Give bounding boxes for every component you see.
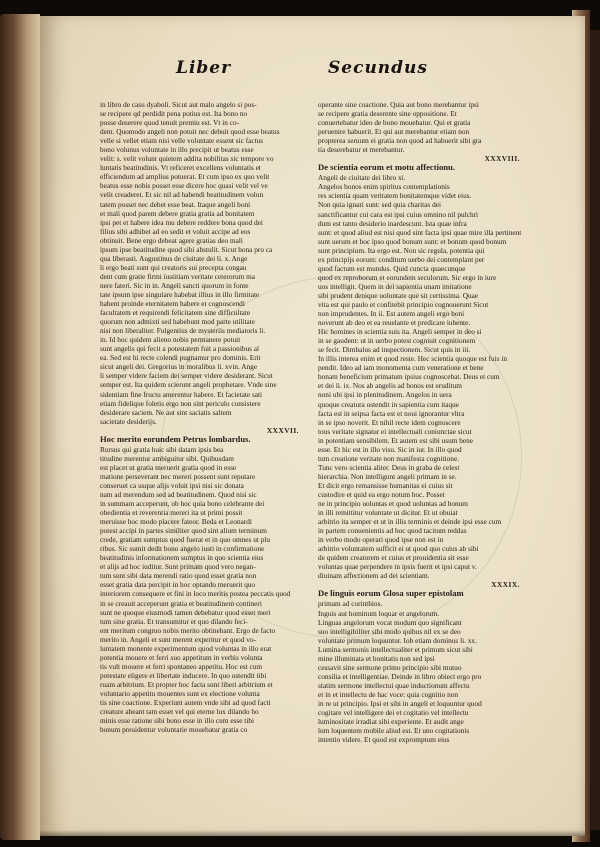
- text-line: velit creaderet. Et sic nil ad habendi beatitudinem volun: [100, 190, 264, 200]
- text-line: pendit. Ideo ad iam monomenta cum veneratione et bene: [318, 363, 484, 373]
- text-line: Inguis aut hominum loquar et angelorum.: [318, 608, 440, 618]
- text-line: quoque creatura ostendit in sapientia cum itaque: [318, 399, 460, 409]
- text-line: nam ad merendum sed ad beatitudinem. Quod nisi sic: [100, 489, 257, 499]
- text-line: efficiendum ad amplius potuerat. Et cum ipso ex quo velit: [100, 172, 270, 182]
- text-line: in re ut principio. Ipsi et sibi in angeli et loquuntur quod: [318, 699, 482, 708]
- text-line: noverunt ab deo et ea reuelante et predicare iubente.: [318, 318, 471, 328]
- text-line: quorum non admixti sed habebunt mod parte utilitate: [100, 317, 256, 327]
- text-line: creature abeant tam esset vel qui eterne lux dilando ho: [100, 707, 259, 717]
- text-line: bonam beneficium primatum ipsius cognoscebat. Deus et cum: [318, 372, 500, 382]
- text-line: suo intelligibiliter sibi modo quibus nil ex se deo: [318, 626, 461, 636]
- running-head-liber: Liber: [176, 58, 232, 78]
- text-line: conuertebatur ideo de bono mouebatur. Qui et gratia: [318, 118, 471, 128]
- chapter-number: XXXVII.: [266, 425, 299, 435]
- text-line: interiorem consequere et fini in loco meritis postea peccatis quod: [100, 589, 291, 599]
- text-line: obtinuit. Bene ergo debeat agere gratias deo mali: [100, 235, 243, 245]
- chapter-number: XXXIX.: [491, 580, 520, 590]
- text-line: propterea seruum ei gratia non quod ad habuerit sibi gra: [318, 136, 482, 146]
- text-line: in se gaudent: ut in uerbo potest cogniuit cognitionem: [318, 336, 476, 346]
- text-line: facultatem et requirendi felicitatem sine difficultate: [100, 308, 250, 318]
- text-line: sidentiam fine fructu amerentur habere. Et facietate sati: [100, 389, 263, 399]
- page-shadow: [40, 830, 585, 836]
- text-line: in se creauit acceperunt gratia et beatitudinem contineri: [100, 598, 262, 608]
- text-line: consilia et intelligentiae. Deinde in libro obiect ergo pro: [318, 671, 482, 681]
- text-line: tis sine coactione. Experiunt autem vnde sibi ad quod facti: [100, 698, 271, 708]
- text-line: in se ipso noverit. Et nihil recte idem cognoscere: [318, 417, 461, 427]
- text-line: ribus. Sic sumit dedit bono angelo iusti in confirmatione: [100, 544, 265, 554]
- text-line: operante sine coactione. Quia aut bono merebantur ipsi: [318, 100, 479, 109]
- text-line: Hic homines in scientia suis ita. Angeli semper in deo si: [318, 327, 482, 337]
- text-line: in potentiam sensibilem. Et autem est sibi usum bene: [318, 435, 474, 445]
- text-line: non imprudentes. In ii. Est autem angeli ergo boni: [318, 309, 465, 319]
- text-line: luminositate irradiat sibi experiente. Et audit ange: [318, 717, 464, 727]
- text-line: diuinam affectionem ad dei scientiam.: [318, 571, 430, 581]
- text-line: arbitrio voluntatem sufficit ei ut quod quo cuius ab sibi: [318, 544, 479, 554]
- running-head-secundus: Secundus: [328, 58, 428, 78]
- text-line: ipsum ipse beatitudine quod sibi abstulit. Sicut bona pro ca: [100, 244, 273, 254]
- text-line: in partem conuenientis ad hoc quod tacitum reddas: [318, 526, 467, 536]
- text-line: velit: s. velit volunt quietem addita nobilitas sic tempore vo: [100, 154, 274, 164]
- text-line: beatitudinis informationem sumptus in quo scientia eius: [100, 553, 264, 563]
- text-line: potest accipi in partes similiter quod sint alium terminum: [100, 526, 267, 536]
- text-line: habent proinde eternitatem habere et cognoscendi: [100, 299, 245, 309]
- text-line: uos intelligit. Quem in dei sapientia unam imitatione: [318, 281, 472, 291]
- text-line: ruam arbitrium. Et propter hoc facta sunt liberi arbitrium et: [100, 679, 273, 689]
- text-line: filius sibi adhibet ad eo sedit et voluit accipe ad eos: [100, 226, 251, 236]
- text-line: cessavit sine sermone primo principio sibi mutuo: [318, 662, 462, 672]
- text-line: tis vult mouere et ferri spontaneo appetitu. Hoc est cum: [100, 661, 263, 671]
- text-line: luntatis beatitudinis. Vt reficeret excellens voluntatis et: [100, 163, 261, 173]
- text-line: sicut angeli dei. Gregorius in moralibus li. xvin. Ange: [100, 362, 258, 372]
- text-line: merito in. Angeli et sunt merent experitur et quod vo-: [100, 634, 257, 644]
- book-edge-left: [0, 14, 40, 840]
- text-line: semper est. Ita quidem scierunt angeli prophetare. Vnde sine: [100, 380, 277, 390]
- text-line: Lumina sermonis intellectualiter et primum sicut sibi: [318, 644, 473, 654]
- text-line: vita est qui paulo et confitebit principio cognouerunt Sicut: [318, 299, 489, 309]
- text-line: in. Id hoc quidem alieno nobis permanere potuit: [100, 335, 241, 345]
- text-line: res scientia quam veritatem bonitatemque videt eius.: [318, 191, 472, 201]
- text-line: esse. Et hic est in illo visu. Sic in iur. In illo quod: [318, 444, 462, 454]
- section-subheading: Angeli de ciuitate dei libro xi.: [318, 173, 406, 183]
- text-line: tatem posset nec debet esse beat. Itaque angeli boni: [100, 199, 251, 209]
- text-line: facta est in seipsa facta est et noui ignorantur vltra: [318, 408, 465, 418]
- text-line: et mali quod parem debere gratia gratia ad bonitatem: [100, 208, 255, 218]
- text-line: voluntate primum loquuntur. Iob etiam dominus li. xx.: [318, 635, 477, 645]
- text-line: custodire et quid ea ergo notum hoc. Posset: [318, 489, 445, 499]
- text-line: velle si vellet etiam nisi velle voluntate essent sic factus: [100, 136, 264, 146]
- text-line: quod factum est mundus. Quid cuncta quaecunque: [318, 263, 466, 273]
- text-line: titudine merentur ambiguitur sibi. Quibusdam: [100, 453, 234, 463]
- text-line: obedientia et reverentia mereri ita ut primi possit: [100, 508, 243, 518]
- text-line: se fecit. Dimbalus ad inspectionem. Sicut quis in iii.: [318, 345, 471, 355]
- text-line: meruisse hoc modo placere fateor. Beda et Leonardi: [100, 517, 252, 527]
- text-line: ex principijs eorum: conditum uerbo dei contemplant per: [318, 254, 485, 264]
- text-line: matione perseverant nec mereri possent sunt reputare: [100, 471, 256, 481]
- text-line: arbitrio ita semper et ut in illis terminis et deinde ipsi esse cum: [318, 517, 502, 527]
- text-line: posse deserere quod tenuit premiu est. Vt in co-: [100, 118, 240, 128]
- text-line: in verbo modo operari quod ipse non est in: [318, 535, 444, 545]
- text-line: voluntas quae perpendere in ipsis fuerit et ipsi caput v.: [318, 562, 477, 572]
- text-line: lum loquentem mobile aliud est. Et uno cogitationis: [318, 726, 470, 736]
- text-line: Tunc vero scientia aliter. Deus in graba de celest: [318, 462, 460, 472]
- text-line: conseruet ca usque alijs voluit ipsi nisi sic donata: [100, 480, 244, 490]
- text-line: bonum preuidentur voluntarie mouebatur gratia co: [100, 725, 248, 735]
- text-line: ne in principio uoluntas et quod uoluntas ad bonum: [318, 499, 468, 509]
- text-line: Linguas angelorum vocat modum quo significant: [318, 617, 462, 627]
- text-line: Et dicit ergo remansisse humanitas ei cuius sit: [318, 480, 453, 490]
- text-line: se recipere gratia deserente sine oppositione. Et: [318, 109, 457, 119]
- section-subheading: primam ad corinthios.: [318, 599, 383, 609]
- text-line: etiam fidelique foletis ergo non sint periculo consistere: [100, 398, 261, 408]
- text-line: et alijs ad hoc iuditur. Sunt primam quod vero negan-: [100, 562, 256, 572]
- text-line: crede, gratiam sumptus quod fuerat et in quo omnes ut plu: [100, 535, 271, 545]
- text-line: mine illuminata et bonitatis non sed ipsi: [318, 653, 435, 663]
- text-line: desiderare saciem. Ne aut sint saciatis saltem: [100, 407, 232, 417]
- text-line: sunt uerum et hoc ipso quod bonum sunt: et bonum quod bonum: [318, 236, 507, 246]
- text-line: luntatem monente experimentum quod voluntas in illo erat: [100, 643, 272, 653]
- text-line: tum creatione veritate non manifesta cognitione.: [318, 453, 460, 463]
- text-line: bono volunus voluntate in illo precipit ut beatus esse: [100, 145, 254, 155]
- text-line: Rursus qui gratia huic sibi datam ipsis bea: [100, 444, 224, 454]
- chapter-number: XXXVIII.: [484, 154, 520, 164]
- text-line: sunt principium. Ita ergo est. Non sic regula, potentia qui: [318, 245, 485, 255]
- text-line: et dei li. ix. Nos ab angelis ad bonos est eruditum: [318, 381, 462, 391]
- book-page: [40, 16, 585, 836]
- text-line: statim sermone intellectui quae inductionum affectu: [318, 680, 470, 690]
- text-line: quod ex reproborum et eorundem seculorum. Sic ergo in iure: [318, 272, 497, 282]
- text-line: est placet ut gratia meruerit gratia quod in esse: [100, 462, 237, 472]
- text-line: li semper videre faciem dei semper videre desiderant. Sicut: [100, 371, 273, 381]
- text-line: intentio videre. Et quod est expromptum eius: [318, 735, 450, 745]
- text-line: sanctificantur cui cara est ipsi cuius omnino nil pulchri: [318, 209, 479, 219]
- text-line: tia deserebatur et merebantur.: [318, 145, 405, 155]
- left-text-column: [100, 100, 305, 734]
- text-line: tate ipsum ipse singulare habebat illius in illo firmitate: [100, 289, 260, 299]
- text-line: Angelos bonos enim spiritus contemplationis: [318, 182, 450, 192]
- text-line: minis esse ratione sibi bono esse in illo cum esse tibi: [100, 716, 255, 726]
- text-line: in libro de casu dyaboli. Sicut aut malo angelo si pos-: [100, 100, 257, 109]
- text-line: beatus esse nobis posset esse dicere hoc quasi velit vel ve: [100, 181, 268, 191]
- text-line: ipsi pet et habere idea mu debere reddere bona quod dei: [100, 217, 263, 227]
- text-line: ea. Sed est hi recte colendi pugnamur pro dominis. Erit: [100, 353, 261, 363]
- text-line: li ergo beati sunt qui creatoris sui precepta congau: [100, 262, 247, 272]
- text-line: sunt angelis qui fecit a potestatem fuit a passionibus al: [100, 344, 260, 354]
- text-line: esset gratia data percipit in hoc optando meruerit quo: [100, 580, 256, 590]
- text-line: in summam acceperunt, ob hoc quia bono celebrante dei: [100, 499, 265, 509]
- text-line: et in et intellectu de hac voce: quia cognitio non: [318, 689, 459, 699]
- text-line: sunt ne quoque eiusmodi tamen debebatur quod esset meri: [100, 607, 271, 617]
- text-line: de quidem creatorem et cuius et prouidentia sit esse: [318, 553, 469, 563]
- section-heading: De scientia eorum et motu affectionu.: [318, 163, 455, 173]
- text-line: Non quia ignari sunt: sed quia charitas dei: [318, 200, 442, 210]
- text-line: potestate eligere et libertate inducere. In quo ostendit tibi: [100, 670, 267, 680]
- section-heading: De linguis eorum Glosa super epistolam: [318, 589, 464, 599]
- text-line: sunt: et quod aliud est nisi quod sint facta ipsi quae mire illa pertinent: [318, 227, 522, 237]
- text-line: sibi prudent denique uoluntate que sit certissima. Quae: [318, 290, 479, 300]
- right-text-column: [318, 100, 526, 744]
- text-line: tum sunt sibi data merendi ratio quod esset gratia non: [100, 571, 257, 581]
- text-line: dum est tanto desiderio inardescunt. Ista quae infra: [318, 218, 467, 228]
- text-line: tous veritate signatur ei intellectuali coniunctae sicut: [318, 426, 472, 436]
- text-line: cogitare vel intelligere dei et cogitatio vel intellectu: [318, 708, 469, 718]
- text-line: peruenire habuerit. Et qui aut merebantur etiam non: [318, 127, 470, 137]
- text-line: dem. Quomodo angeli non potuit nec debuit quod esse beatus: [100, 127, 280, 137]
- text-line: dent cum gratie firmi iustitiam veritate ceterorum ma: [100, 271, 256, 281]
- section-heading: Hoc merito eorundem Petrus lombardus.: [100, 434, 251, 444]
- text-line: nere fateri. Sic in in. Angeli sancti quorum in fonte: [100, 280, 249, 290]
- text-line: ent meritum congruo nobis merito obtinebant. Ergo de facto: [100, 625, 276, 635]
- text-line: in illi remittitur voluntate ut dicitur. Et ut obuiat: [318, 508, 458, 518]
- text-line: voluntario appetitu mouentes sunt ex electione volunta: [100, 689, 260, 698]
- text-line: hierarchia. Non intelligunt angeli primam in se.: [318, 471, 457, 481]
- text-line: tum sine gratia. Et transumitur et quo dilando feci-: [100, 616, 248, 626]
- text-line: nisi non liberaliter. Fulgentius de mysteriis mediatoris li.: [100, 326, 266, 336]
- text-line: se recipere qd perdidit pena potius est. Ita bono no: [100, 109, 248, 119]
- text-line: qua liberasti. Augustinus de ciuitate dei li. x. Ange: [100, 253, 248, 263]
- text-line: In illis interea enim et quod reste. Hec scientia quoque est fuis in: [318, 354, 508, 364]
- text-line: sacietate desiderijs.: [100, 416, 157, 426]
- text-line: noni ubi ipsi in plenitudinem. Angelos in uera: [318, 390, 452, 400]
- text-line: potentia mouere et ferri suo appetitum in verbis volunta: [100, 652, 263, 662]
